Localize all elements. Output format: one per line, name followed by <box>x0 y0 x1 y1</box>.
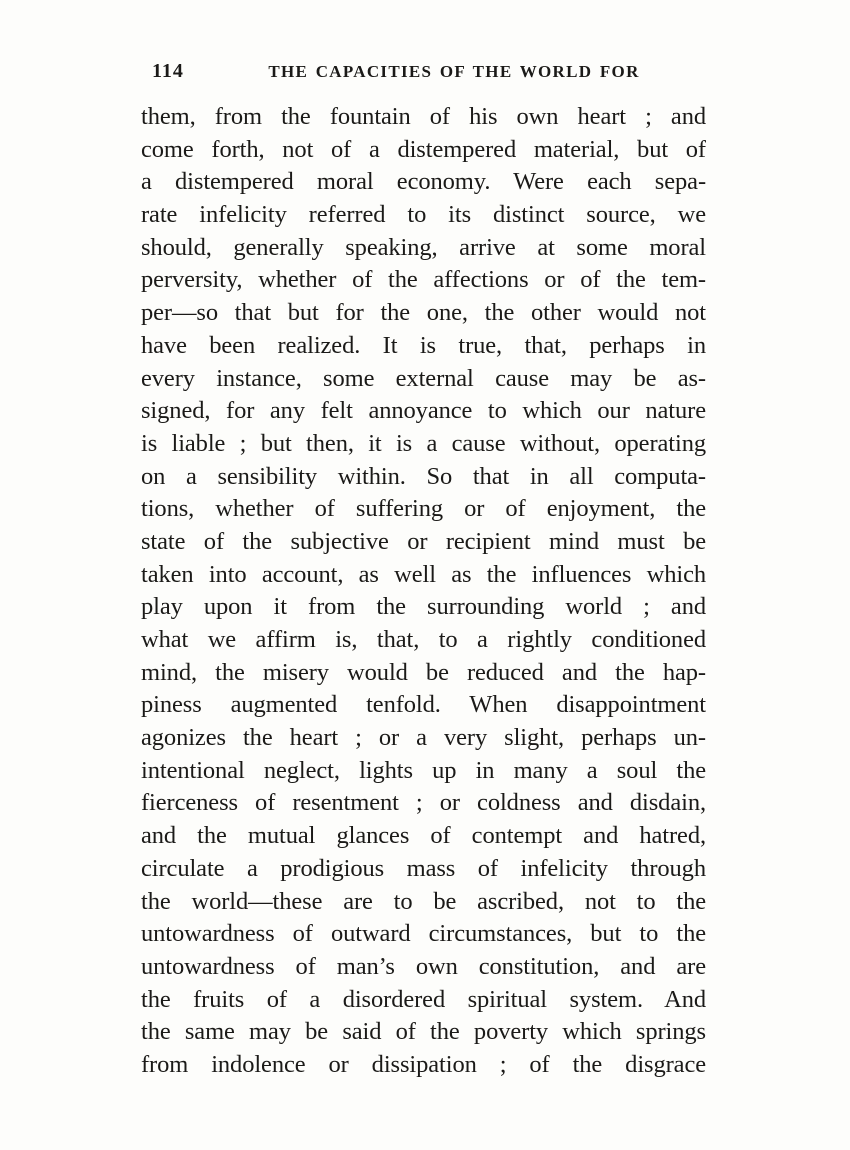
text-line: untowardness of outward circumstances, but to the <box>141 920 706 948</box>
text-line: agonizes the heart ; or a very slight, perhaps un- <box>141 724 706 752</box>
text-line: circulate a prodigious mass of infelicity through <box>141 854 706 882</box>
text-line: what we affirm is, that, to a rightly conditioned <box>141 626 706 653</box>
text-line: taken into account, as well as the influences which <box>141 560 706 588</box>
text-line: the same may be said of the poverty which springs <box>141 1018 706 1046</box>
body-text <box>141 101 706 1082</box>
text-line: mind, the misery would be reduced and the hap- <box>141 658 706 686</box>
running-header-title: THE CAPACITIES OF THE WORLD FOR <box>268 62 640 81</box>
text-line: a distempered moral economy. Were each sepa- <box>141 168 706 196</box>
text-line: untowardness of man’s own constitution, and are <box>141 952 706 980</box>
text-line: per—so that but for the one, the other would not <box>141 299 706 327</box>
text-line: the fruits of a disordered spiritual system. And <box>141 985 706 1013</box>
text-line: the world—these are to be ascribed, not to the <box>141 887 706 915</box>
text-line: should, generally speaking, arrive at some moral <box>141 233 706 261</box>
text-line: rate infelicity referred to its distinct source, we <box>141 201 706 229</box>
text-line: and the mutual glances of contempt and hatred, <box>141 822 706 850</box>
text-line: on a sensibility within. So that in all computa- <box>141 462 706 490</box>
text-line: from indolence or dissipation ; of the disgrace <box>141 1050 706 1078</box>
text-line: fierceness of resentment ; or coldness and disdain, <box>141 789 706 817</box>
text-line: is liable ; but then, it is a cause without, operating <box>141 429 706 457</box>
text-line: signed, for any felt annoyance to which our nature <box>141 397 706 425</box>
text-line: come forth, not of a distempered material, but of <box>141 135 706 163</box>
text-line: intentional neglect, lights up in many a soul the <box>141 756 706 784</box>
text-line: perversity, whether of the affections or of the tem- <box>141 266 706 294</box>
running-head <box>141 60 707 84</box>
text-line: state of the subjective or recipient mind must be <box>141 527 706 555</box>
text-line: them, from the fountain of his own heart ; and <box>141 103 706 130</box>
text-line: play upon it from the surrounding world ; and <box>141 593 706 621</box>
text-line: every instance, some external cause may be as- <box>141 364 706 392</box>
text-line: tions, whether of suffering or of enjoyment, the <box>141 495 706 523</box>
page-number: 114 <box>152 60 184 82</box>
text-line: have been realized. It is true, that, perhaps in <box>141 331 706 359</box>
text-line: piness augmented tenfold. When disappointment <box>141 691 706 719</box>
